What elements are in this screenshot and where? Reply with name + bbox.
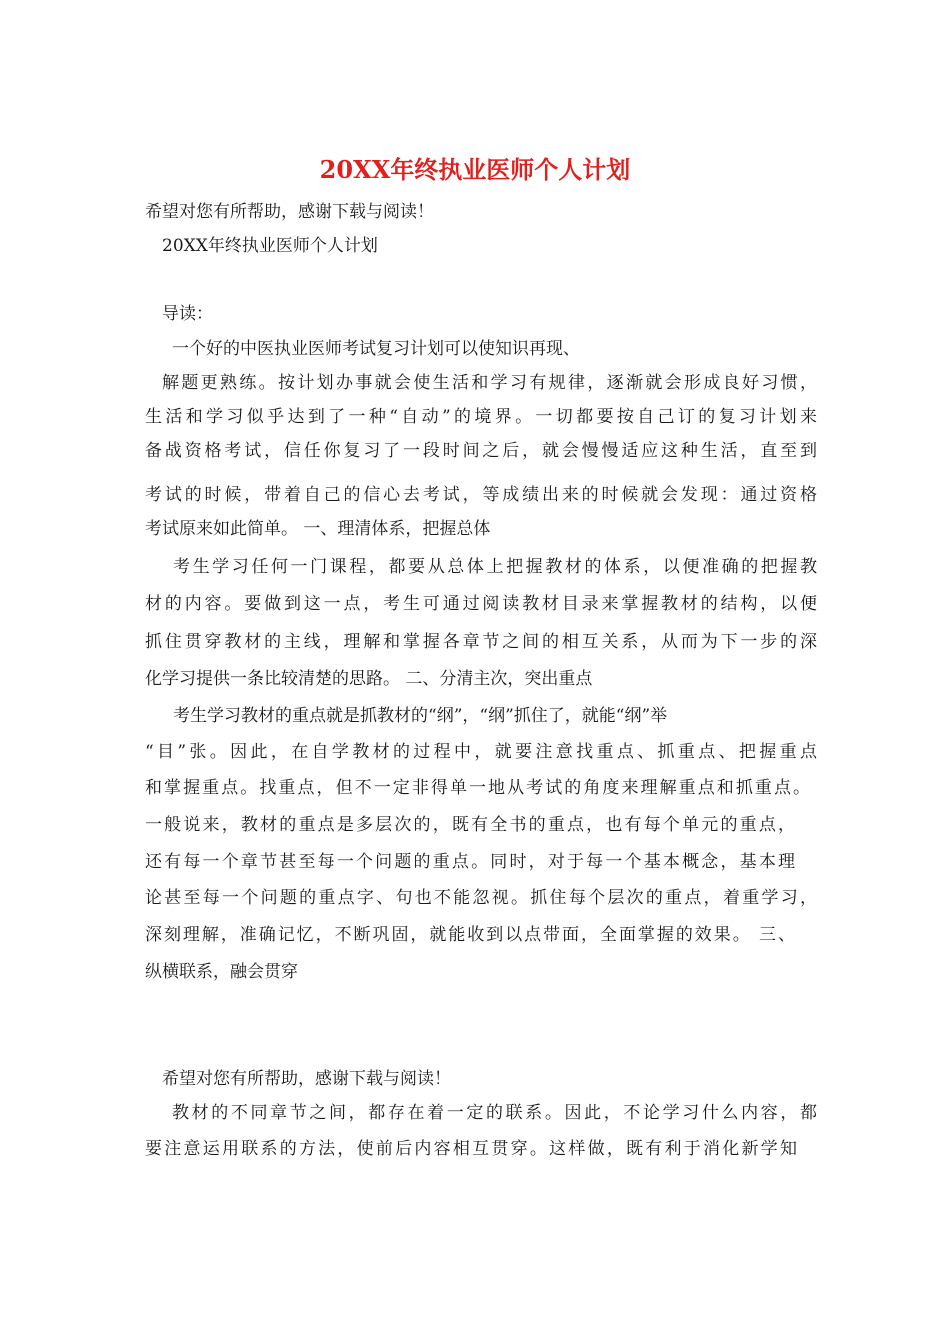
paragraph-line: 还有每一个章节甚至每一个问题的重点。同时，对于每一个基本概念，基本理 — [145, 852, 795, 872]
paragraph-line: 一般说来，教材的重点是多层次的，既有全书的重点，也有每个单元的重点， — [145, 815, 795, 835]
paragraph-line: 备战资格考试，信任你复习了一段时间之后，就会慢慢适应这种生活，直至到 — [145, 441, 817, 461]
paragraph-line: 要注意运用联系的方法，使前后内容相互贯穿。这样做，既有利于消化新学知 — [145, 1139, 797, 1159]
paragraph-line: 纵横联系，融会贯穿 — [145, 962, 298, 982]
footer-note: 希望对您有所帮助，感谢下载与阅读！ — [162, 1069, 451, 1089]
paragraph-line: 论甚至每一个问题的重点字、句也不能忽视。抓住每个层次的重点，着重学习， — [145, 888, 817, 908]
subtitle-line: 20XX年终执业医师个人计划 — [162, 236, 378, 256]
paragraph-line: “目”张。因此，在自学教材的过程中，就要注意找重点、抓重点、把握重点 — [145, 742, 817, 762]
paragraph-line: 解题更熟练。按计划办事就会使生活和学习有规律，逐渐就会形成良好习惯， — [162, 373, 817, 393]
paragraph-line: 生活和学习似乎达到了一种“自动”的境界。一切都要按自己订的复习计划来 — [145, 407, 817, 427]
paragraph-line: 考生学习教材的重点就是抓教材的“纲”，“纲”抓住了，就能“纲”举 — [173, 706, 668, 726]
paragraph-line: 考生学习任何一门课程，都要从总体上把握教材的体系，以便准确的把握教 — [173, 557, 817, 577]
paragraph-line: 考试的时候，带着自己的信心去考试，等成绩出来的时候就会发现：通过资格 — [145, 485, 817, 505]
paragraph-line: 化学习提供一条比较清楚的思路。 二、分清主次，突出重点 — [145, 669, 593, 689]
paragraph-line: 深刻理解，准确记忆，不断巩固，就能收到以点带面，全面掌握的效果。 三、 — [145, 925, 795, 945]
document-title: 20XX年终执业医师个人计划 — [319, 155, 631, 184]
intro-label: 导读： — [162, 304, 213, 324]
paragraph-line: 材的内容。要做到这一点，考生可通过阅读教材目录来掌握教材的结构，以便 — [145, 594, 817, 614]
paragraph-line: 一个好的中医执业医师考试复习计划可以使知识再现、 — [172, 339, 580, 359]
header-note: 希望对您有所帮助，感谢下载与阅读！ — [145, 202, 434, 222]
paragraph-line: 和掌握重点。找重点，但不一定非得单一地从考试的角度来理解重点和抓重点。 — [145, 778, 810, 798]
paragraph-line: 考试原来如此简单。 一、理清体系，把握总体 — [145, 519, 491, 539]
paragraph-line: 抓住贯穿教材的主线，理解和掌握各章节之间的相互关系，从而为下一步的深 — [145, 632, 817, 652]
paragraph-line: 教材的不同章节之间，都存在着一定的联系。因此，不论学习什么内容，都 — [172, 1103, 817, 1123]
